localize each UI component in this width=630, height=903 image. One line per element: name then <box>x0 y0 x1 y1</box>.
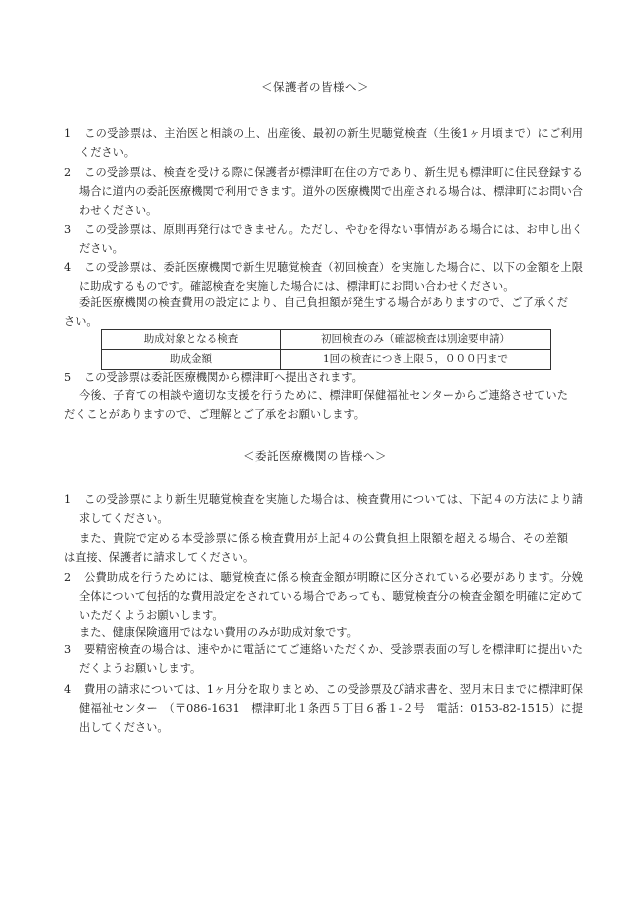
table-row <box>102 350 551 370</box>
guardian-item-5-continued: 今後、子育ての相談や適切な支援を行うために、標津町保健福祉センターからご連絡させていただくことがありますので、ご理解とご了承をお願いします。 <box>64 389 568 422</box>
institution-item-1: 1 この受診票により新生児聴覚検査を実施した場合は、検査費用については、下記４の方法により請求してください。 <box>64 493 583 526</box>
table-cell: 初回検査のみ（確認検査は別途要申請） <box>281 330 551 350</box>
institution-item-1-continued: また、貴院で定める本受診票に係る検査費用が上記４の公費負担上限額を超える場合、その差額は直接、保護者に請求してください。 <box>64 532 568 565</box>
table-row <box>102 330 551 350</box>
institution-item-4: 4 費用の請求については、1ヶ月分を取りまとめ、この受診票及び請求書を、翌月末日までに標津町保健福祉センター （〒086-1631 標津町北１条西５丁目６番１-２号 電話：0153-82-1515）に提出してください。 <box>64 683 583 735</box>
guardian-item-4: 4 この受診票は、委託医療機関で新生児聴覚検査（初回検査）を実施した場合に、以下の金額を上限に助成するものです。確認検査を実施した場合には、標津町にお問い合わせください。 <box>64 261 583 294</box>
institution-item-3: 3 要精密検査の場合は、速やかに電話にてご連絡いただくか、受診票表面の写しを標津町に提出いただくようお願いします。 <box>64 643 583 676</box>
guardian-item-5: 5 この受診票は委託医療機関から標津町へ提出されます。 <box>64 371 363 384</box>
guardian-item-1: 1 この受診票は、主治医と相談の上、出産後、最初の新生児聴覚検査（生後1ヶ月頃まで）にご利用ください。 <box>64 127 583 160</box>
subsidy-table <box>101 329 551 370</box>
guardian-item-3: 3 この受診票は、原則再発行はできません。ただし、やむを得ない事情がある場合には、お申し出ください。 <box>64 223 583 256</box>
table-cell: 助成金額 <box>102 350 281 370</box>
guardian-item-2: 2 この受診票は、検査を受ける際に保護者が標津町在住の方であり、新生児も標津町に住民登録する場合に道内の委託医療機関で利用できます。道外の医療機関で出産される場合は、標津町にお問い合わせください。 <box>64 166 583 218</box>
guardian-item-4-continued: 委託医療機関の検査費用の設定により、自己負担額が発生する場合がありますので、ご了承ください。 <box>64 296 568 329</box>
section-heading-institutions: ＜委託医療機関の皆様へ＞ <box>243 449 387 463</box>
table-cell: 助成対象となる検査 <box>102 330 281 350</box>
table-cell: 1回の検査につき上限５，０００円まで <box>281 350 551 370</box>
institution-item-2: 2 公費助成を行うためには、聴覚検査に係る検査金額が明瞭に区分されている必要があります。分娩全体について包括的な費用設定をされている場合であっても、聴覚検査分の検査金額を明確に定めていただくようお願いします。 <box>64 571 583 623</box>
institution-item-2-continued: また、健康保険適用ではない費用のみが助成対象です。 <box>79 626 358 639</box>
section-heading-guardians: ＜保護者の皆様へ＞ <box>261 80 369 94</box>
